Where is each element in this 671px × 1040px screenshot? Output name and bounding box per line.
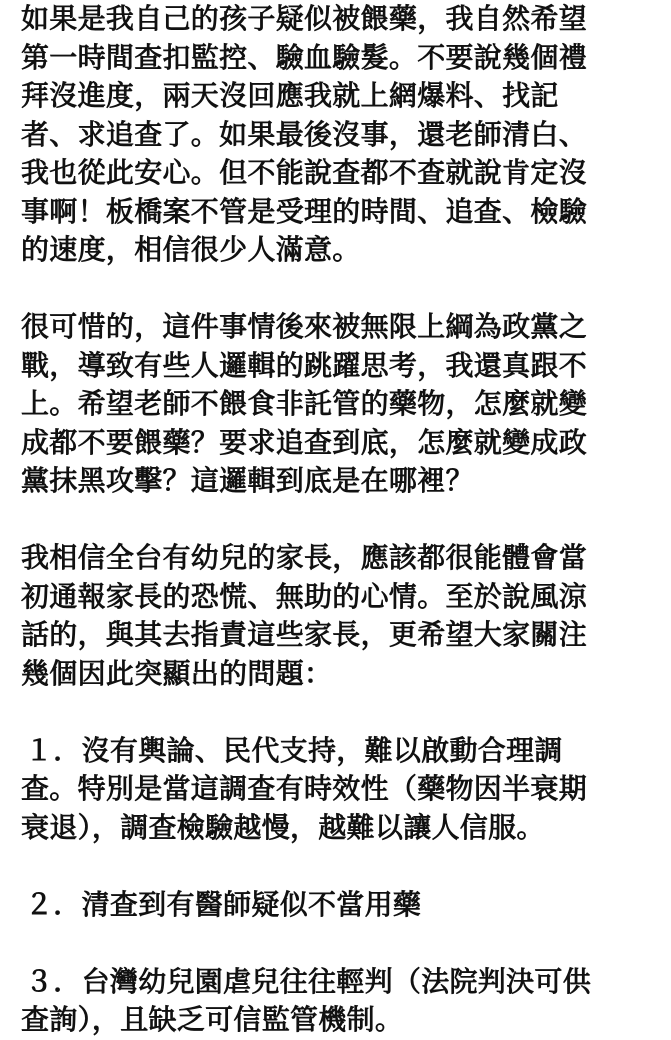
list-item-3 bbox=[21, 963, 661, 1040]
paragraph-spacer bbox=[21, 847, 661, 886]
text-line: 很可惜的，這件事情後來被無限上綱為政黨之 bbox=[21, 310, 588, 343]
paragraph-spacer bbox=[21, 270, 661, 309]
text-line: 拜沒進度，兩天沒回應我就上網爆料、找記 bbox=[21, 79, 559, 112]
text-line: 成都不要餵藥？要求追查到底，怎麼就變成政 bbox=[21, 425, 588, 459]
text-line: 事啊！板橋案不管是受理的時間、追查、檢驗 bbox=[21, 194, 588, 228]
text-line: 衰退），調查檢驗越慢，越難以讓人信服。 bbox=[21, 810, 545, 844]
text-line: 戰，導致有些人邏輯的跳躍思考，我還真跟不 bbox=[21, 348, 588, 382]
list-item-2 bbox=[21, 886, 661, 925]
text-line: 我也從此安心。但不能說查都不查就說肯定沒 bbox=[21, 156, 588, 189]
text-line: 如果是我自己的孩子疑似被餵藥，我自然希望 bbox=[21, 2, 588, 35]
list-item-1 bbox=[21, 732, 661, 848]
text-line: ２．清查到有醫師疑似不當用藥 bbox=[25, 887, 422, 921]
paragraph-spacer bbox=[21, 924, 661, 963]
text-line: 上。希望老師不餵食非託管的藥物，怎麼就變 bbox=[21, 387, 588, 420]
text-line: 第一時間查扣監控、驗血驗髮。不要說幾個禮 bbox=[21, 40, 588, 74]
text-line: １．沒有輿論、民代支持，難以啟動合理調 bbox=[25, 733, 563, 767]
text-line: 我相信全台有幼兒的家長，應該都很能體會當 bbox=[21, 541, 588, 574]
paragraph-spacer bbox=[21, 501, 661, 540]
text-line: 話的，與其去指責這些家長，更希望大家關注 bbox=[21, 618, 588, 651]
text-line: 幾個因此突顯出的問題： bbox=[21, 656, 333, 690]
text-line: 者、求追查了。如果最後沒事，還老師清白、 bbox=[21, 117, 588, 151]
text-line: 的速度，相信很少人滿意。 bbox=[21, 233, 361, 266]
post-text bbox=[21, 0, 661, 1040]
text-line: 黨抹黑攻擊？這邏輯到底是在哪裡？ bbox=[21, 464, 474, 497]
paragraph-2 bbox=[21, 308, 661, 501]
text-line: 初通報家長的恐慌、無助的心情。至於說風涼 bbox=[21, 579, 588, 613]
paragraph-1 bbox=[21, 0, 661, 270]
text-line: 查。特別是當這調查有時效性（藥物因半衰期 bbox=[21, 772, 588, 805]
text-line: ３．台灣幼兒園虐兒往往輕判（法院判決可供 bbox=[25, 964, 592, 998]
paragraph-spacer bbox=[21, 693, 661, 732]
text-line: 查詢），且缺乏可信監管機制。 bbox=[21, 1003, 404, 1036]
paragraph-3 bbox=[21, 539, 661, 693]
